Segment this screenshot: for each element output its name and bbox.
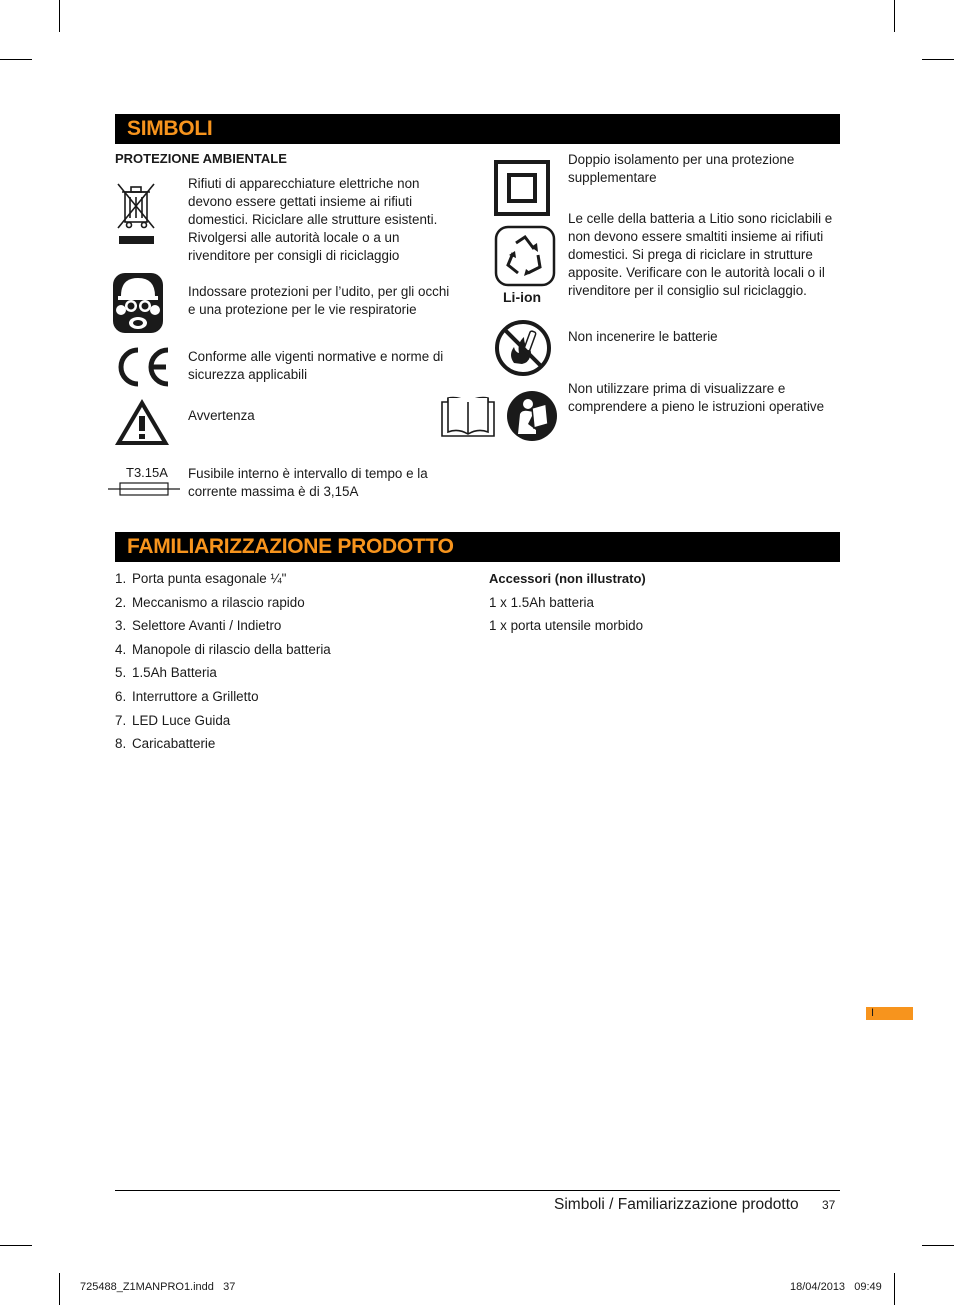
product-section-bar (115, 532, 840, 562)
crop-mark (59, 1273, 60, 1305)
weee-bin-icon (112, 180, 160, 246)
symbols-section-bar (115, 114, 840, 144)
manual-book-icon (440, 394, 496, 438)
page-number: 37 (822, 1198, 836, 1212)
symbol-desc: Le celle della batteria a Litio sono riciclabili e non devono essere smaltiti insieme ai rifiuti domestici. Si prega di riciclare in strutture apposite. Verificare con le autorità locali o il rivenditore per il consiglio sul riciclaggio. (568, 211, 833, 298)
symbol-desc: Non utilizzare prima di visualizzare e comprendere a pieno le istruzioni operative (568, 381, 825, 414)
ppe-helmet-icon (112, 272, 164, 334)
symbol-desc: Indossare protezioni per l’udito, per gli occhi e una protezione per le vie respiratorie (188, 284, 450, 317)
symbol-desc: Non incenerire le batterie (568, 329, 718, 344)
slug-date: 18/04/2013 09:49 (790, 1281, 882, 1293)
list-item: 1. Porta punta esagonale ¼" (115, 571, 287, 586)
slug-file: 725488_Z1MANPRO1.indd 37 (80, 1281, 236, 1293)
crop-mark (894, 1273, 895, 1305)
accessory-item: 1 x 1.5Ah batteria (489, 595, 594, 610)
li-ion-recycle-icon (494, 225, 556, 287)
symbol-desc: Doppio isolamento per una protezione supplementare (568, 152, 795, 185)
no-incinerate-icon (494, 319, 552, 377)
crop-mark (922, 1245, 954, 1246)
list-item: 5. 1.5Ah Batteria (115, 665, 217, 681)
warning-triangle-icon (112, 396, 172, 448)
list-item: 2. Meccanismo a rilascio rapido (115, 594, 305, 610)
footer-title: Simboli / Familiarizzazione prodotto (554, 1196, 799, 1213)
language-tab: I (866, 1007, 913, 1020)
list-item: 8. Caricabatterie (115, 736, 216, 752)
list-item: 6. Interruttore a Grilletto (115, 688, 259, 704)
symbols-section-title: SIMBOLI (115, 114, 224, 144)
crop-mark (894, 0, 895, 32)
list-item: 3. Selettore Avanti / Indietro (115, 618, 282, 634)
double-insulation-icon (494, 160, 550, 216)
crop-mark (0, 59, 32, 60)
symbol-desc: Fusibile interno è intervallo di tempo e la corrente massima è di 3,15A (188, 466, 428, 499)
list-item: 4. Manopole di rilascio della batteria (115, 641, 331, 657)
fuse-icon (108, 481, 180, 497)
ce-mark-icon (112, 346, 172, 388)
crop-mark (0, 1245, 32, 1246)
list-item: 7. LED Luce Guida (115, 712, 231, 728)
accessory-item: 1 x porta utensile morbido (489, 618, 644, 633)
fuse-label: T3.15A (126, 465, 168, 480)
symbol-desc: Rifiuti di apparecchiature elettriche non devono essere gettati insieme ai rifiuti domestici. Riciclare alle strutture esistenti. Rivolgersi alle autorità locale o a un rivenditore per consigli di riciclaggio (188, 176, 438, 263)
read-manual-icon (506, 390, 558, 442)
footer-rule (115, 1190, 840, 1191)
crop-mark (922, 59, 954, 60)
symbol-desc: Avvertenza (188, 408, 255, 423)
symbol-desc: Conforme alle vigenti normative e norme di sicurezza applicabili (188, 349, 444, 382)
crop-mark (59, 0, 60, 32)
accessories-heading: Accessori (non illustrato) (489, 571, 646, 586)
parts-list (115, 570, 331, 759)
product-section-title: FAMILIARIZZAZIONE PRODOTTO (115, 532, 466, 562)
env-heading: PROTEZIONE AMBIENTALE (115, 151, 287, 166)
li-ion-label: Li-ion (503, 289, 542, 305)
